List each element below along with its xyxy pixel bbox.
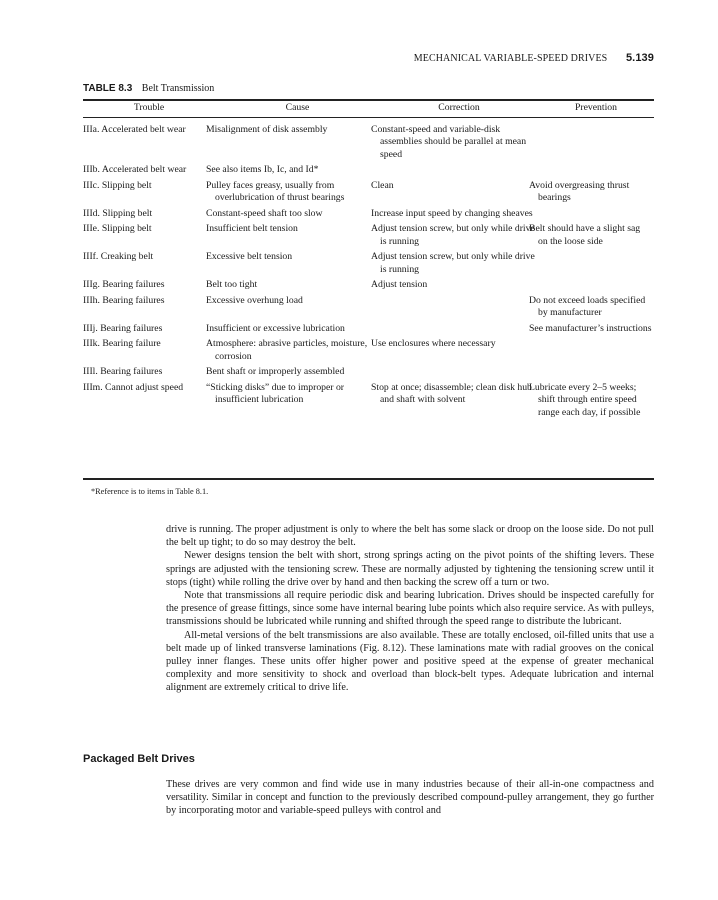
table-row — [83, 338, 654, 366]
table-label: TABLE 8.3 — [83, 83, 133, 94]
table-body — [83, 117, 654, 423]
cell-trouble: IIIh. Bearing failures — [83, 294, 165, 306]
body-paragraph: drive is running. The proper adjustment is only to where the belt has some slack or droop on the loose side. Do not pull the belt up tight; to do so may destroy the belt. — [166, 524, 654, 549]
table-row — [83, 180, 654, 208]
table-bottom-rule — [83, 478, 654, 480]
cell-trouble: IIIb. Accelerated belt wear — [83, 164, 187, 175]
header-cause: Cause — [285, 102, 310, 113]
table-row — [83, 251, 654, 279]
cell-correction: Adjust tension — [371, 279, 428, 290]
cell-trouble: IIIl. Bearing failures — [83, 366, 163, 377]
section-heading: Packaged Belt Drives — [83, 753, 195, 765]
cell-correction — [380, 323, 538, 339]
body-paragraph: Note that transmissions all require periodic disk and bearing lubrication. Drives should be inspected carefully for the presence of grease fittings, since some have internal bearing lube points which also require service. As with pulleys, transmissions should be lubricated while running and shifted through the speed range to distribute the lubricant. — [166, 590, 655, 628]
cell-prevention: Do not exceed loads specified by manufacturer — [529, 294, 646, 318]
cell-trouble: IIIk. Bearing failure — [83, 338, 161, 349]
section-body-text — [166, 778, 654, 818]
table-row — [83, 208, 654, 224]
cell-prevention: Belt should have a slight sag on the loose side — [529, 223, 641, 247]
table-footnote: *Reference is to items in Table 8.1. — [91, 487, 209, 496]
cell-correction: Constant-speed and variable-disk assemblies should be parallel at mean speed — [371, 123, 527, 160]
cell-correction — [380, 366, 538, 382]
cell-correction — [380, 164, 538, 180]
table-row — [83, 279, 654, 295]
cell-cause: Misalignment of disk assembly — [206, 123, 328, 135]
body-text — [166, 523, 654, 695]
cell-cause: See also items Ib, Ic, and Id* — [206, 164, 319, 175]
cell-prevention: Avoid overgreasing thrust bearings — [529, 179, 630, 203]
cell-trouble: IIIc. Slipping belt — [83, 179, 152, 191]
body-paragraph: Newer designs tension the belt with short, strong springs acting on the pivot points of the shifting levers. These springs are adjusted with the tensioning screw. These are normally adjusted by tightening the tensioning screw until it stops (tight) while rolling the drive over by hand and then backing the screw off a turn or two. — [166, 550, 654, 588]
cell-correction: Increase input speed by changing sheaves — [371, 207, 533, 219]
cell-trouble: IIIm. Cannot adjust speed — [83, 381, 184, 393]
cell-correction — [380, 295, 538, 323]
cell-trouble: IIId. Slipping belt — [83, 207, 153, 219]
cell-prevention — [538, 279, 654, 295]
cell-prevention — [538, 117, 654, 165]
cell-prevention — [538, 251, 654, 279]
table-title: Belt Transmission — [141, 83, 215, 94]
page-number: 5.139 — [625, 52, 654, 64]
table-row — [83, 164, 654, 180]
running-head — [414, 52, 654, 64]
cell-prevention — [538, 208, 654, 224]
cell-prevention: Lubricate every 2–5 weeks; shift through entire speed range each day, if possible — [529, 381, 641, 418]
cell-correction: Stop at once; disassemble; clean disk hub and shaft with solvent — [371, 381, 532, 405]
cell-cause: Belt too tight — [206, 279, 258, 290]
table-row — [83, 295, 654, 323]
cell-prevention — [538, 338, 654, 366]
cell-trouble: IIIj. Bearing failures — [83, 322, 163, 334]
cell-trouble: IIIg. Bearing failures — [83, 279, 165, 290]
cell-prevention — [538, 164, 654, 180]
cell-cause: Insufficient belt tension — [206, 223, 298, 234]
cell-correction: Adjust tension screw, but only while drive is running — [371, 251, 535, 275]
cell-cause: Bent shaft or improperly assembled — [206, 366, 345, 377]
cell-correction: Adjust tension screw, but only while drive is running — [371, 223, 535, 247]
cell-cause: Insufficient or excessive lubrication — [206, 322, 345, 334]
table-row — [83, 323, 654, 339]
table-caption — [83, 83, 214, 94]
cell-correction: Use enclosures where necessary — [371, 338, 496, 349]
cell-cause: “Sticking disks” due to improper or insufficient lubrication — [206, 381, 345, 405]
section-paragraph: These drives are very common and find wide use in many industries because of their all-in-one compactness and versatility. Similar in concept and function to the previously described compound-pulley arrangement, they go further by incorporating motor and variable-speed pulleys with control and — [166, 779, 654, 817]
header-trouble: Trouble — [133, 102, 165, 113]
cell-trouble: IIIe. Slipping belt — [83, 223, 152, 234]
cell-trouble: IIIa. Accelerated belt wear — [83, 123, 186, 135]
cell-correction: Clean — [371, 179, 394, 191]
table-row — [83, 117, 654, 165]
cell-cause: Excessive belt tension — [206, 251, 293, 262]
cell-prevention: See manufacturer’s instructions — [529, 322, 652, 334]
cell-cause: Constant-speed shaft too slow — [206, 207, 323, 219]
cell-trouble: IIIf. Creaking belt — [83, 251, 154, 262]
table-header-row — [83, 101, 654, 117]
table-row — [83, 223, 654, 251]
table-row — [83, 382, 654, 423]
cell-prevention — [538, 366, 654, 382]
running-head-title: MECHANICAL VARIABLE-SPEED DRIVES — [413, 53, 608, 64]
header-prevention: Prevention — [575, 102, 617, 113]
table-row — [83, 366, 654, 382]
cell-cause: Atmosphere: abrasive particles, moisture, corrosion — [206, 338, 368, 362]
cell-cause: Excessive overhung load — [206, 294, 303, 306]
belt-transmission-table — [83, 101, 654, 422]
cell-cause: Pulley faces greasy, usually from overlubrication of thrust bearings — [206, 179, 345, 203]
header-correction: Correction — [438, 102, 480, 113]
body-paragraph: All-metal versions of the belt transmissions are also available. These are totally enclosed, oil-filled units that use a belt made up of linked transverse laminations (Fig. 8.12). These laminations mate with radial grooves on the conical pulley inner flanges. These units offer higher power and positive speed at the expense of greater mechanical complexity and more sensitivity to shock and overload than block-belt types. Adequate lubrication and internal alignment are extremely critical to drive life. — [166, 629, 654, 694]
